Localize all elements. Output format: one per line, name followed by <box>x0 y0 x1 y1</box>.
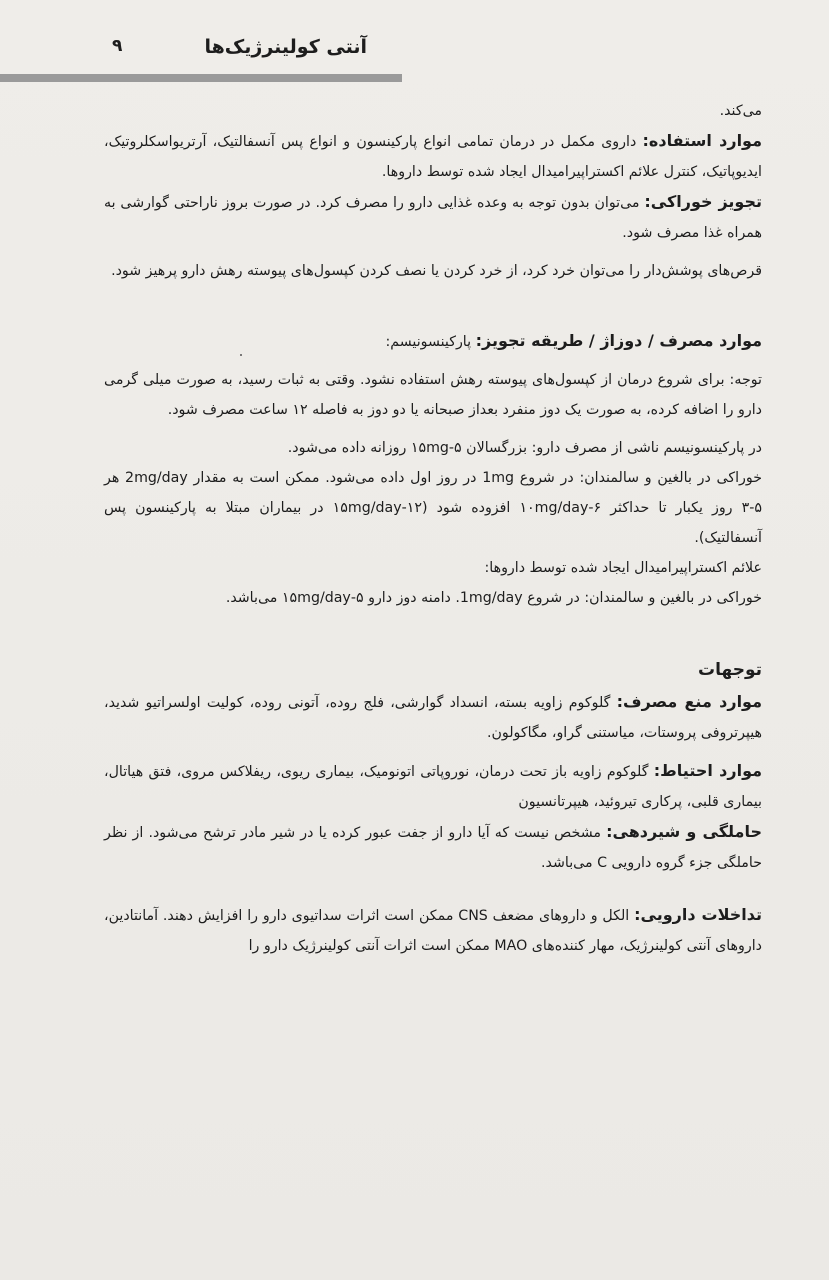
paragraph-text: پارکینسونیسم: <box>385 334 472 350</box>
paragraph-text: در پارکینسونیسم ناشی از مصرف دارو: بزرگسالان ۵-۱۵mg روزانه داده می‌شود. <box>287 440 762 456</box>
paragraph-precautions <box>104 756 762 817</box>
paragraph-pregnancy <box>104 817 762 878</box>
paragraph-text: گلوکوم زاویه بسته، انسداد گوارشی، فلج روده، آتونی روده، کولیت اولسراتیو شدید، هیپرتروفی پروستات، میاستنی گراو، مگاکولون. <box>104 695 762 741</box>
paragraph-text: خوراکی در بالغین و سالمندان: در شروع 1mg/day. دامنه دوز دارو ۵-۱۵mg/day می‌باشد. <box>225 590 762 606</box>
paragraph-text: خوراکی در بالغین و سالمندان: در شروع 1mg در روز اول داده می‌شود. ممکن است به مقدار 2mg/day هر ۵-۳ روز یکبار تا حداکثر ۶-۱۰mg/day افزوده شود (۱۲-۱۵mg/day در بیماران مبتلا به پارکینسون پس آنسفالتیک). <box>104 470 762 546</box>
paragraph-lead: تجویز خوراکی: <box>644 192 762 211</box>
section-heading-notes: توجهات <box>698 660 762 680</box>
paragraph-oral-administration <box>104 187 762 248</box>
paragraph-text: می‌کند. <box>719 103 762 119</box>
running-title: آنتی کولینرژیک‌ها <box>204 36 367 58</box>
paragraph-lead: تداخلات دارویی: <box>634 905 762 924</box>
paragraph-text: توجه: برای شروع درمان از کپسول‌های پیوسته رهش استفاده نشود. وقتی به ثبات رسید، به صورت میلی گرمی دارو را اضافه کرده، به صورت یک دوز منفرد بعداز صبحانه یا دو دوز به فاصله ۱۲ ساعت مصرف شود. <box>104 372 762 418</box>
paragraph-indications <box>104 126 762 187</box>
paragraph-lead: موارد احتیاط: <box>653 761 763 780</box>
paragraph-lead: موارد استفاده: <box>642 131 762 150</box>
header-rule <box>0 74 402 82</box>
paragraph-interactions <box>104 900 762 961</box>
paragraph-contraindications <box>104 687 762 748</box>
paragraph-continuation <box>104 96 762 126</box>
paragraph-lead: موارد منع مصرف: <box>616 692 762 711</box>
paragraph-text: علائم اکستراپیرامیدال ایجاد شده توسط داروها: <box>484 560 762 576</box>
page-body <box>104 96 762 961</box>
paragraph-drug-induced <box>104 433 762 463</box>
paragraph-lead: حاملگی و شیردهی: <box>606 822 762 841</box>
paragraph-text: مشخص نیست که آیا دارو از جفت عبور کرده یا در شیر مادر ترشح می‌شود. از نظر حاملگی جزء گروه دارویی C می‌باشد. <box>104 825 762 871</box>
paragraph-oral-adults <box>104 463 762 553</box>
paragraph-coated-tablets <box>104 256 762 286</box>
paragraph-text: الکل و داروهای مضعف CNS ممکن است اثرات سداتیوی دارو را افزایش دهند. آمانتادین، داروهای آنتی کولینرژیک، مهار کننده‌های MAO ممکن است اثرات آنتی کولینرژیک دارو را <box>104 908 762 954</box>
paragraph-text: می‌توان بدون توجه به وعده غذایی دارو را مصرف کرد. در صورت بروز ناراحتی گوارشی به همراه غذا مصرف شود. <box>104 195 762 241</box>
paragraph-dosage <box>104 326 762 357</box>
paragraph-oral-extrapyramidal <box>104 583 762 613</box>
paragraph-extrapyramidal <box>104 553 762 583</box>
page-header <box>0 28 829 80</box>
paragraph-text: قرص‌های پوشش‌دار را می‌توان خرد کرد، از خرد کردن یا نصف کردن کپسول‌های پیوسته رهش دارو پرهیز شود. <box>111 263 762 279</box>
paragraph-lead: موارد مصرف / دوزاژ / طریقه تجویز: <box>475 331 762 350</box>
paragraph-text: گلوکوم زاویه باز تحت درمان، نوروپاتی اتونومیک، بیماری ریوی، ریفلاکس مروی، فتق هیاتال، بیماری قلبی، پرکاری تیروئید، هیپرتانسیون <box>104 764 762 810</box>
paragraph-note <box>104 365 762 425</box>
page-number: ۹ <box>112 36 123 56</box>
paragraph-text: داروی مکمل در درمان تمامی انواع پارکینسون و انواع پس آنسفالتیک، آرتریواسکلروتیک، ایدیوپاتیک، کنترل علائم اکستراپیرامیدال ایجاد شده توسط داروها. <box>104 134 762 180</box>
